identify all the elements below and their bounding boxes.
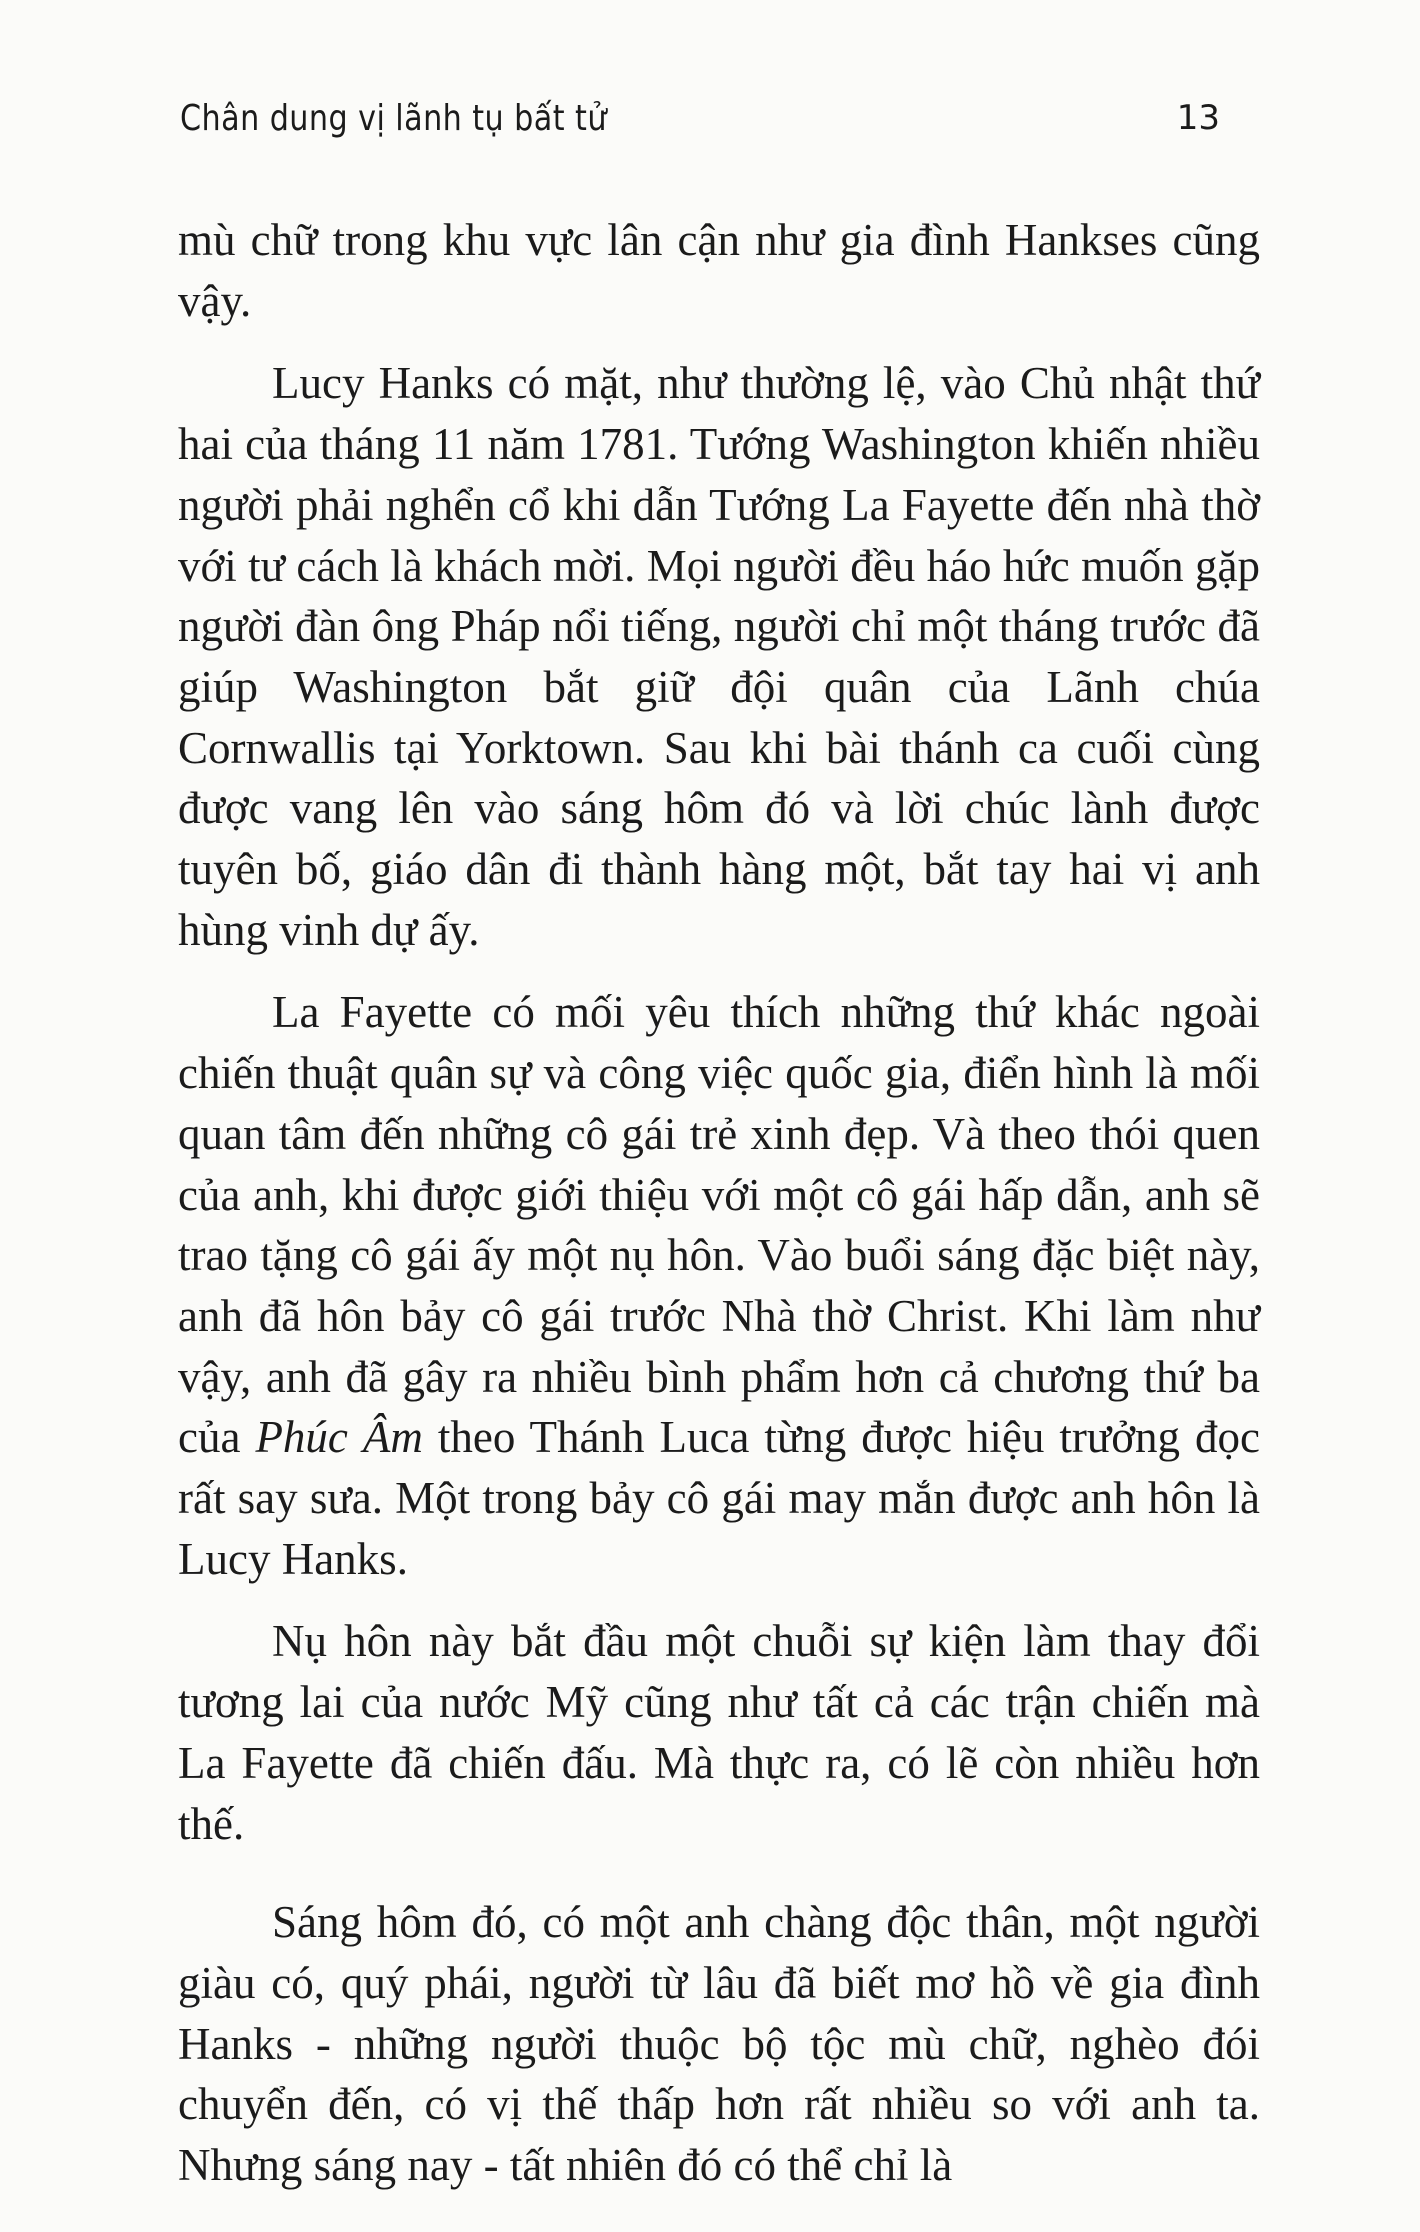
body-text bbox=[178, 210, 1260, 2196]
paragraph-3-text-after: theo Thánh Luca từng được hiệu trưởng đọc rất say sưa. Một trong bảy cô gái may mắn được anh hôn là Lucy Hanks. bbox=[178, 1412, 1260, 1584]
paragraph-1: mù chữ trong khu vực lân cận như gia đình Hankses cũng vậy. bbox=[178, 215, 1260, 326]
paragraph-3-text-before: La Fayette có mối yêu thích những thứ khác ngoài chiến thuật quân sự và công việc quốc gia, điển hình là mối quan tâm đến những cô gái trẻ xinh đẹp. Và theo thói quen của anh, khi được giới thiệu với một cô gái hấp dẫn, anh sẽ trao tặng cô gái ấy một nụ hôn. Vào buổi sáng đặc biệt này, anh đã hôn bảy cô gái trước Nhà thờ Christ. Khi làm như vậy, anh đã gây ra nhiều bình phẩm hơn cả chương thứ ba của bbox=[178, 987, 1260, 1463]
page-header bbox=[180, 98, 1220, 158]
paragraph-3 bbox=[178, 982, 1260, 1589]
page-number: 13 bbox=[1176, 98, 1220, 138]
paragraph-2: Lucy Hanks có mặt, như thường lệ, vào Chủ nhật thứ hai của tháng 11 năm 1781. Tướng Washington khiến nhiều người phải nghển cổ khi dẫn Tướng La Fayette đến nhà thờ với tư cách là khách mời. Mọi người đều háo hức muốn gặp người đàn ông Pháp nổi tiếng, người chỉ một tháng trước đã giúp Washington bắt giữ đội quân của Lãnh chúa Cornwallis tại Yorktown. Sau khi bài thánh ca cuối cùng được vang lên vào sáng hôm đó và lời chúc lành được tuyên bố, giáo dân đi thành hàng một, bắt tay hai vị anh hùng vinh dự ấy. bbox=[178, 358, 1260, 955]
paragraph-4: Nụ hôn này bắt đầu một chuỗi sự kiện làm thay đổi tương lai của nước Mỹ cũng như tất cả các trận chiến mà La Fayette đã chiến đấu. Mà thực ra, có lẽ còn nhiều hơn thế. bbox=[178, 1616, 1260, 1849]
paragraph-5: Sáng hôm đó, có một anh chàng độc thân, một người giàu có, quý phái, người từ lâu đã biết mơ hồ về gia đình Hanks - những người thuộc bộ tộc mù chữ, nghèo đói chuyển đến, có vị thế thấp hơn rất nhiều so với anh ta. Nhưng sáng nay - tất nhiên đó có thể chỉ là bbox=[178, 1897, 1260, 2191]
paragraph-3-book-title: Phúc Âm bbox=[255, 1412, 423, 1463]
running-title: Chân dung vị lãnh tụ bất tử bbox=[180, 98, 607, 139]
